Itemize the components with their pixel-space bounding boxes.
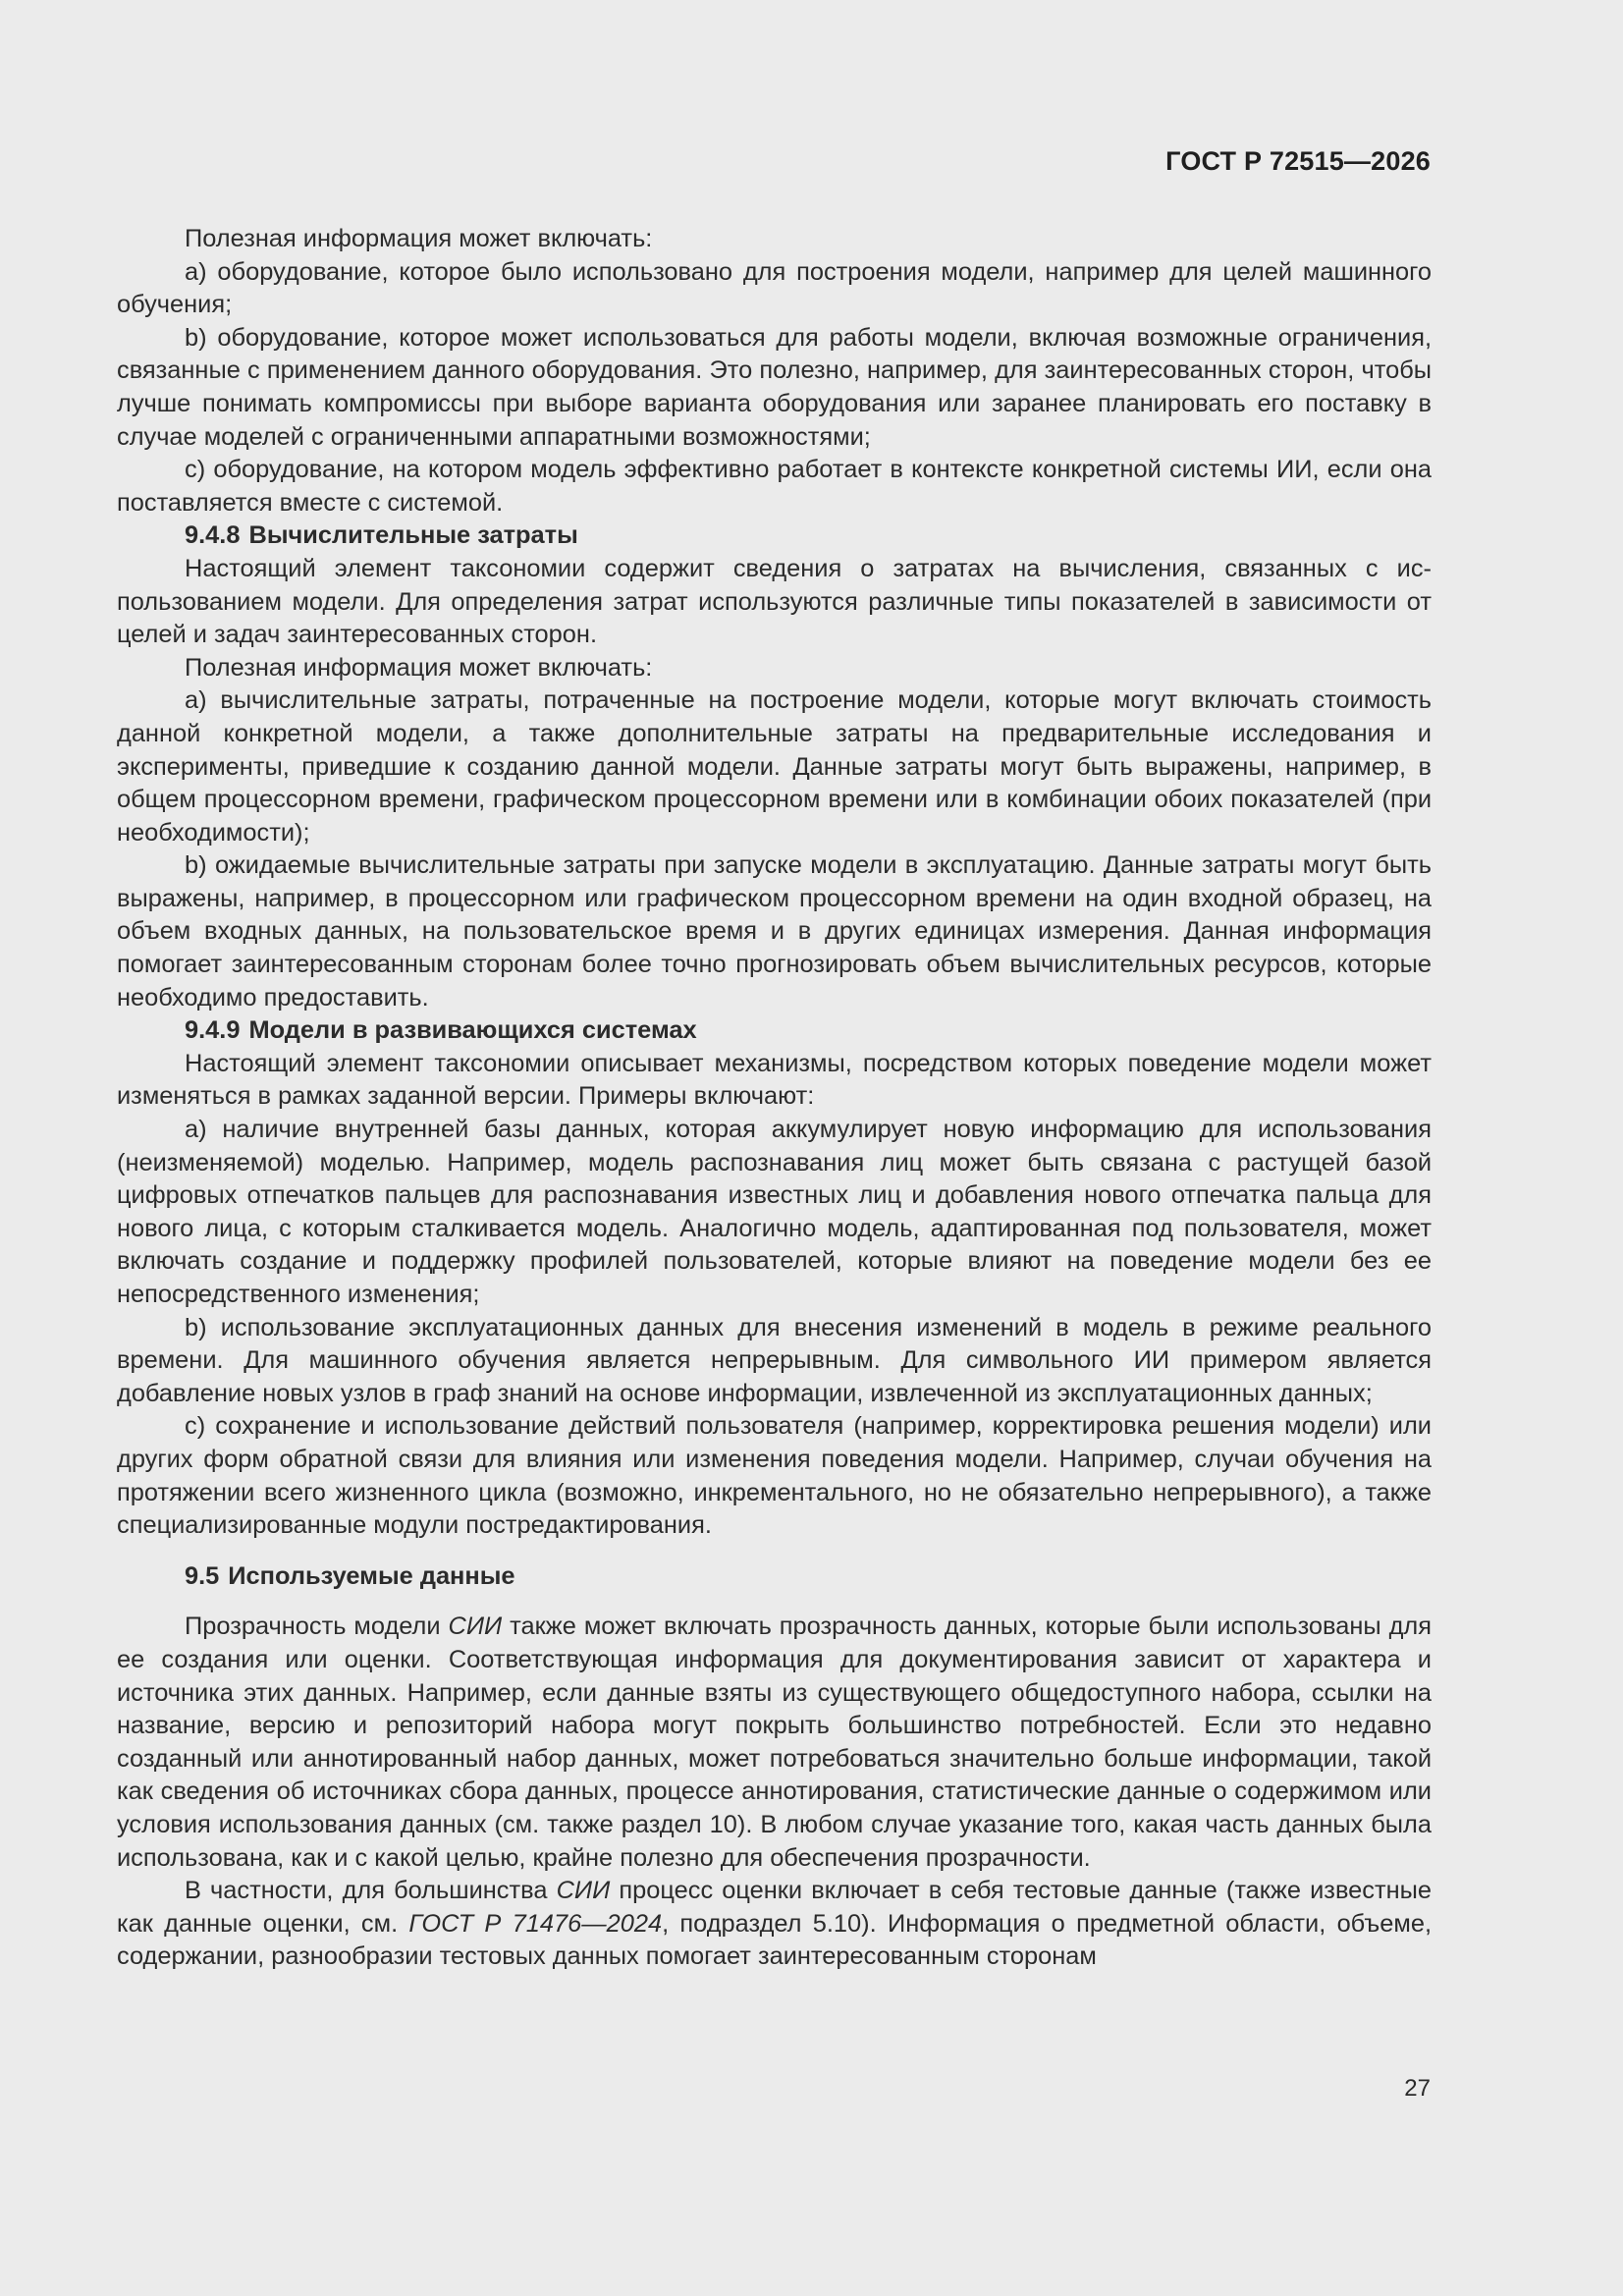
subsection-heading-9-4-8	[117, 519, 1432, 553]
list-item: b) использование эксплуатационных данных для внесения изменений в модель в режиме реального времени. Для машинного обучения является непрерывным. Для символьного ИИ примером является добавление новых узлов в граф знаний на основе информации, извлеченной из эксплуатационных данных;	[117, 1313, 1432, 1407]
list-item: a) вычислительные затраты, потраченные на построение модели, которые могут включать стоимость данной конкретной модели, а также дополнительные затраты на предварительные исследования и эксперименты, приведшие к созданию данной модели. Данные затраты могут быть выражены, например, в общем процессорном времени, графическом процессорном времени или в комбинации обоих показателей (при необходимости);	[117, 686, 1432, 847]
subsection-title: Вычислительные затраты	[248, 521, 578, 550]
subsection-title: Модели в развивающихся системах	[248, 1016, 697, 1045]
section-heading-9-5	[117, 1560, 1432, 1594]
section-title: Используемые данные	[228, 1561, 515, 1590]
paragraph	[117, 1875, 1432, 1974]
list-item: c) оборудование, на котором модель эффективно работает в контексте конкретной системы ИИ, если она поставляется вместе с системой.	[117, 456, 1432, 517]
italic-reference: ГОСТ Р 71476—2024	[408, 1909, 663, 1938]
paragraph: Настоящий элемент таксономии содержит сведения о затратах на вычисления, связанных с использованием модели. Для определения затрат используются различные типы показателей в зависимости от целей и задач заинтересованных сторон.	[117, 554, 1432, 649]
section-number: 9.5	[185, 1561, 220, 1590]
paragraph: Полезная информация может включать:	[185, 225, 653, 252]
list-item: b) оборудование, которое может использоваться для работы модели, включая возможные ограничения, связанные с применением данного оборудования. Это полезно, например, для заинтересованных сторон, чтобы лучше понимать компромиссы при выборе варианта оборудования или заранее планировать его поставку в случае моделей с ограниченными аппаратными возможностями;	[117, 323, 1432, 451]
text-run: В частности, для большинства	[185, 1877, 557, 1905]
list-item: a) наличие внутренней базы данных, которая аккумулирует новую информацию для использования (неизменяемой) моделью. Например, модель распознавания лиц может быть связана с растущей базой цифровых отпечатков пальцев для распознавания известных лиц и добавления нового отпечатка пальца для нового лица, с которым сталкивается модель. Аналогично модель, адаптированная под пользователя, может включать создание и поддержку профилей пользователей, которые влияют на поведение модели без ее непосредственного изменения;	[117, 1116, 1432, 1308]
italic-term: СИИ	[556, 1877, 611, 1905]
paragraph: Полезная информация может включать:	[185, 653, 653, 682]
paragraph: Настоящий элемент таксономии описывает механизмы, посредством которых поведение модели может изменяться в рамках заданной версии. Примеры включают:	[117, 1049, 1432, 1111]
list-item: b) ожидаемые вычислительные затраты при запуске модели в эксплуатацию. Данные затраты могут быть выражены, например, в процессорном или графическом процессорном времени на один входной образец, на объем входных данных, на пользовательское время и в других единицах измерения. Данная информация помогает заинтересованным сторонам более точно прогнозировать объем вычислительных ресурсов, которые необходимо предоставить.	[117, 851, 1432, 1011]
italic-term: СИИ	[448, 1613, 503, 1641]
subsection-number: 9.4.9	[185, 1016, 241, 1045]
subsection-heading-9-4-9	[117, 1014, 1432, 1048]
subsection-number: 9.4.8	[185, 521, 241, 550]
list-item: c) сохранение и использование действий пользователя (например, корректировка решения модели) или других форм обратной связи для влияния или изменения поведения модели. Например, случаи обучения на протяжении всего жизненного цикла (возможно, инкрементального, но не обязательно непрерывного), а также специализированные модули постредактирования.	[117, 1412, 1432, 1540]
list-item: a) оборудование, которое было использовано для построения модели, например для целей машинного обучения;	[117, 257, 1432, 319]
text-run: также может включать прозрачность данных, которые были использованы для ее создания или оценки. Соответствующая информация для документирования зависит от характера и источника этих данных. Например, если данные взяты из существующего общедоступного набора, ссылки на название, версию и репозиторий набора могут покрыть большинство потребностей. Если это недавно созданный или аннотированный набор данных, может потребоваться значительно больше информации, такой как сведения об источниках сбора данных, процессе аннотирования, статистические данные о содержимом или условия использования данных (см. также раздел 10). В любом случае указание того, какая часть данных была использована, как и с какой целью, крайне полезно для обеспечения прозрачности.	[117, 1613, 1432, 1872]
paragraph	[117, 1611, 1432, 1875]
page-number: 27	[1404, 2075, 1431, 2102]
text-run: Прозрачность модели	[185, 1613, 449, 1641]
text-run: процесс оценки включает в себя тестовые данные (также известные как данные оценки, см.	[117, 1877, 1432, 1938]
document-body	[117, 223, 1432, 1974]
standard-code-header: ГОСТ Р 72515—2026	[1165, 146, 1431, 176]
text-run: , подраздел 5.10). Информация о предметной области, объеме, содержании, разнообразии тестовых данных помогает заинтересованным сторонам	[117, 1909, 1433, 1971]
